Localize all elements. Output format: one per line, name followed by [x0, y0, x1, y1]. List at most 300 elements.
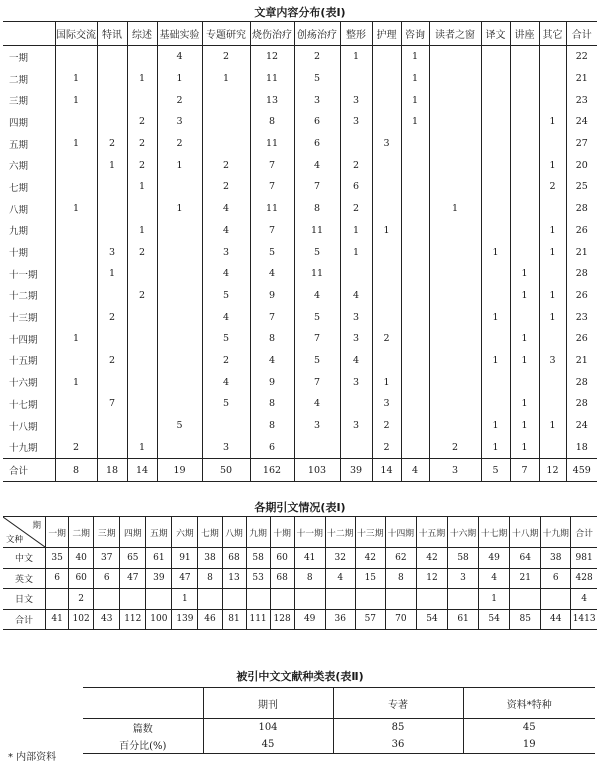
table-cell	[157, 371, 202, 393]
table2-header-cell: 九期	[246, 517, 270, 548]
table-cell: 26	[566, 328, 597, 350]
table-cell: 22	[566, 46, 597, 68]
table-cell: 1	[157, 154, 202, 176]
table-cell	[401, 154, 429, 176]
table-cell: 1	[481, 436, 510, 458]
table-cell	[401, 285, 429, 307]
table-cell: 2	[157, 89, 202, 111]
table-cell	[46, 589, 69, 610]
total-cell: 39	[340, 459, 372, 482]
table-cell	[127, 198, 157, 220]
table-cell	[55, 350, 97, 372]
table-cell: 1	[372, 220, 401, 242]
table-cell: 3	[340, 415, 372, 437]
table-cell: 21	[566, 350, 597, 372]
table-cell: 2	[340, 198, 372, 220]
table3-header-row	[83, 688, 595, 719]
table-cell: 2	[127, 285, 157, 307]
table-cell: 112	[120, 609, 146, 630]
table-cell	[539, 46, 566, 68]
total-cell: 18	[97, 459, 127, 482]
table-cell	[448, 589, 479, 610]
table-cell: 1	[539, 306, 566, 328]
table-cell	[372, 285, 401, 307]
table3-header-cell: 期刊	[203, 688, 333, 719]
table-cell: 4	[202, 371, 250, 393]
table-cell: 2	[55, 436, 97, 458]
table-cell: 1	[127, 220, 157, 242]
table1-header-cell: 译文	[481, 22, 510, 46]
table-cell: 21	[566, 68, 597, 90]
footnote: * 内部资料	[8, 752, 57, 763]
table-cell	[55, 415, 97, 437]
total-cell: 3	[429, 459, 481, 482]
table1-header-cell: 其它	[539, 22, 566, 46]
table-cell: 28	[566, 263, 597, 285]
table-cell: 3	[539, 350, 566, 372]
table-cell: 7	[294, 328, 340, 350]
table1-title: 文章内容分布(表Ⅰ)	[254, 6, 346, 19]
table-cell: 7	[294, 371, 340, 393]
table-cell: 2	[429, 436, 481, 458]
table1-header-row	[3, 22, 597, 46]
table-cell: 2	[97, 133, 127, 155]
table-cell: 1	[510, 285, 539, 307]
table-cell: 68	[222, 548, 246, 569]
table-cell: 1	[481, 241, 510, 263]
table2-header-cell: 十期	[270, 517, 294, 548]
table2-header-cell: 十六期	[448, 517, 479, 548]
table-cell	[294, 436, 340, 458]
table-cell	[127, 328, 157, 350]
table-cell: 1	[539, 111, 566, 133]
table2-header-cell: 八期	[222, 517, 246, 548]
table-cell: 4	[294, 393, 340, 415]
table1-header-cell: 专题研究	[202, 22, 250, 46]
table2-header-cell: 十五期	[416, 517, 447, 548]
table-cell: 1	[510, 415, 539, 437]
table-cell: 46	[198, 609, 222, 630]
total-cell: 14	[127, 459, 157, 482]
table-cell: 19	[463, 736, 595, 754]
row-label: 七期	[9, 182, 29, 194]
table-cell	[372, 154, 401, 176]
table-cell: 35	[46, 548, 69, 569]
table-cell: 47	[172, 568, 198, 589]
table1-header-cell	[3, 22, 55, 46]
table-cell	[127, 263, 157, 285]
table3-header-cell: 资料*特种	[463, 688, 595, 719]
table-cell	[481, 371, 510, 393]
table-cell: 11	[250, 198, 294, 220]
table-cell: 5	[250, 241, 294, 263]
table-cell: 1	[127, 176, 157, 198]
table-cell: 40	[69, 548, 94, 569]
table1-header-cell: 基础实验	[157, 22, 202, 46]
table-cell: 11	[294, 220, 340, 242]
table-cell: 60	[69, 568, 94, 589]
table-cell: 6	[541, 568, 571, 589]
table-cell	[401, 328, 429, 350]
table-row	[3, 285, 597, 307]
table-cell: 2	[97, 350, 127, 372]
table-row	[3, 111, 597, 133]
table-cell: 4	[202, 306, 250, 328]
table-cell	[372, 263, 401, 285]
table-cell	[539, 371, 566, 393]
table-cell	[429, 176, 481, 198]
table-cell	[127, 415, 157, 437]
table-cell: 8	[250, 328, 294, 350]
table-cell: 1	[539, 285, 566, 307]
table-cell: 49	[294, 609, 325, 630]
table-cell: 3	[340, 111, 372, 133]
table-cell: 7	[250, 306, 294, 328]
table-cell	[202, 89, 250, 111]
table-cell: 1	[55, 371, 97, 393]
table-cell	[157, 328, 202, 350]
table-cell: 32	[325, 548, 355, 569]
table-cell: 5	[294, 350, 340, 372]
table-row	[3, 548, 597, 569]
table-cell	[127, 393, 157, 415]
table-cell	[481, 68, 510, 90]
table-cell: 6	[340, 176, 372, 198]
table3-header-cell: 专著	[333, 688, 463, 719]
table-cell: 58	[448, 548, 479, 569]
table-cell: 4	[340, 285, 372, 307]
table-cell: 7	[250, 154, 294, 176]
table-cell	[127, 46, 157, 68]
table-cell	[401, 436, 429, 458]
table-cell	[539, 198, 566, 220]
table-row	[3, 328, 597, 350]
table2-header-cell: 十三期	[355, 517, 385, 548]
table-row	[3, 415, 597, 437]
table-cell	[340, 133, 372, 155]
table-cell	[539, 328, 566, 350]
table-row	[3, 154, 597, 176]
table-cell: 2	[372, 328, 401, 350]
table-cell: 28	[566, 393, 597, 415]
table-cell	[55, 306, 97, 328]
table-cell	[340, 436, 372, 458]
table-cell: 128	[270, 609, 294, 630]
table-cell: 3	[372, 393, 401, 415]
table-cell: 12	[250, 46, 294, 68]
table-cell: 102	[69, 609, 94, 630]
table-cell: 2	[372, 436, 401, 458]
table-cell: 1	[510, 263, 539, 285]
table-cell	[510, 89, 539, 111]
table-cell	[55, 220, 97, 242]
table-cell	[198, 589, 222, 610]
table-cell: 1	[401, 68, 429, 90]
table-row	[3, 133, 597, 155]
table-cell	[372, 176, 401, 198]
table-cell	[401, 198, 429, 220]
table-cell: 70	[385, 609, 416, 630]
table-cell	[429, 89, 481, 111]
corner-top-label: 期	[32, 521, 41, 531]
table-cell	[355, 589, 385, 610]
table-cell: 85	[333, 719, 463, 737]
row-label: 十一期	[9, 269, 38, 281]
table-cell: 1	[157, 68, 202, 90]
table-cell: 139	[172, 609, 198, 630]
table-cell	[97, 111, 127, 133]
corner-bottom-label: 文种	[6, 535, 24, 545]
table-cell	[55, 393, 97, 415]
table-cell	[372, 306, 401, 328]
table-cell	[510, 111, 539, 133]
row-label: 十六期	[9, 378, 38, 390]
row-label: 十期	[9, 248, 29, 260]
table-row	[3, 68, 597, 90]
table-cell: 2	[539, 176, 566, 198]
table-cell	[340, 263, 372, 285]
table-cell: 7	[294, 176, 340, 198]
table-cell	[146, 589, 172, 610]
table-cell	[510, 46, 539, 68]
table-cell: 9	[250, 371, 294, 393]
table-cell	[429, 328, 481, 350]
table-cell	[372, 111, 401, 133]
table-cell: 3	[448, 568, 479, 589]
table-cell	[157, 306, 202, 328]
table-cell	[510, 306, 539, 328]
table-cell: 23	[566, 306, 597, 328]
table-cell	[429, 393, 481, 415]
table-cell	[429, 133, 481, 155]
total-cell: 162	[250, 459, 294, 482]
table-row	[3, 241, 597, 263]
table-cell	[97, 415, 127, 437]
table-cell	[429, 415, 481, 437]
table-cell	[401, 133, 429, 155]
total-cell: 8	[55, 459, 97, 482]
table-cell: 104	[203, 719, 333, 737]
table-cell	[157, 241, 202, 263]
table-cell: 85	[510, 609, 541, 630]
table-cell: 4	[250, 350, 294, 372]
table-cell	[127, 350, 157, 372]
table-cell: 53	[246, 568, 270, 589]
table-row	[3, 568, 597, 589]
table-cell: 1	[539, 154, 566, 176]
row-label: 十八期	[9, 421, 38, 433]
table-cell: 81	[222, 609, 246, 630]
table-cell	[429, 154, 481, 176]
table-cell	[97, 436, 127, 458]
table-cell: 36	[333, 736, 463, 754]
table1-header-cell: 国际交流	[55, 22, 97, 46]
table-row	[83, 736, 595, 754]
table-cell: 28	[566, 198, 597, 220]
table-cell	[401, 371, 429, 393]
table-cell	[510, 220, 539, 242]
table-cell: 1	[340, 241, 372, 263]
table-cell	[246, 589, 270, 610]
table-cell: 2	[69, 589, 94, 610]
table-cell	[510, 371, 539, 393]
table2-header-row	[3, 517, 597, 548]
table-cell: 41	[294, 548, 325, 569]
table-cell	[55, 46, 97, 68]
table-cell	[340, 68, 372, 90]
table-cell: 13	[250, 89, 294, 111]
table2-header-cell: 四期	[120, 517, 146, 548]
table-cell	[481, 328, 510, 350]
table-cell: 54	[479, 609, 510, 630]
row-label: 十九期	[9, 443, 38, 455]
table-cell	[325, 589, 355, 610]
table-row	[3, 176, 597, 198]
table-cell: 2	[202, 46, 250, 68]
table-cell: 5	[202, 328, 250, 350]
table-row	[3, 89, 597, 111]
table-cell	[429, 220, 481, 242]
row-label: 合计	[3, 459, 55, 482]
table-cell	[401, 263, 429, 285]
row-label: 百分比(%)	[119, 741, 167, 752]
table-cell: 1	[55, 89, 97, 111]
row-label: 十四期	[9, 334, 38, 346]
citation-type-table	[83, 687, 595, 754]
table-cell: 4	[294, 154, 340, 176]
table-cell	[97, 220, 127, 242]
table-cell	[294, 589, 325, 610]
table-cell: 13	[222, 568, 246, 589]
table-cell: 61	[146, 548, 172, 569]
table-cell	[481, 154, 510, 176]
table-cell	[416, 589, 447, 610]
table-cell: 7	[97, 393, 127, 415]
row-label: 中文	[3, 548, 46, 569]
table-cell: 2	[202, 350, 250, 372]
table-cell	[97, 46, 127, 68]
table-cell	[510, 241, 539, 263]
row-label: 三期	[9, 96, 29, 108]
total-cell: 7	[510, 459, 539, 482]
table-cell: 4	[202, 198, 250, 220]
row-label: 合计	[3, 609, 46, 630]
table-cell: 3	[340, 328, 372, 350]
table-cell	[97, 89, 127, 111]
row-label: 十七期	[9, 399, 38, 411]
table-cell	[55, 285, 97, 307]
table-cell	[401, 220, 429, 242]
table-cell: 60	[270, 548, 294, 569]
row-label: 二期	[9, 74, 29, 86]
table-cell: 1	[55, 198, 97, 220]
table1-header-cell: 整形	[340, 22, 372, 46]
table-cell	[94, 589, 120, 610]
table-cell	[510, 176, 539, 198]
table-cell: 428	[571, 568, 597, 589]
table-cell: 1	[510, 350, 539, 372]
table2-header-cell: 十九期	[541, 517, 571, 548]
table-cell: 58	[246, 548, 270, 569]
table-cell	[481, 133, 510, 155]
table-row	[3, 220, 597, 242]
table-cell	[510, 68, 539, 90]
total-cell: 459	[566, 459, 597, 482]
table-cell	[222, 589, 246, 610]
table-cell: 5	[202, 393, 250, 415]
table-cell: 1	[401, 89, 429, 111]
table-cell	[97, 68, 127, 90]
table-cell: 1	[127, 68, 157, 90]
table-cell: 1	[510, 393, 539, 415]
row-label: 一期	[9, 52, 29, 64]
table-cell	[429, 68, 481, 90]
table-cell: 2	[127, 154, 157, 176]
citation-table	[3, 516, 597, 630]
table-cell	[127, 371, 157, 393]
table-cell: 11	[250, 133, 294, 155]
table-cell: 1	[372, 371, 401, 393]
row-label: 六期	[9, 161, 29, 173]
table-cell	[429, 263, 481, 285]
table-cell: 4	[157, 46, 202, 68]
table-cell: 44	[541, 609, 571, 630]
table-cell: 8	[385, 568, 416, 589]
table1-header-cell: 读者之窗	[429, 22, 481, 46]
table-cell: 5	[202, 285, 250, 307]
table-cell: 1	[97, 263, 127, 285]
table-cell	[539, 133, 566, 155]
table-cell: 1413	[571, 609, 597, 630]
table-cell: 5	[157, 415, 202, 437]
total-row	[3, 459, 597, 482]
table-cell: 57	[355, 609, 385, 630]
table-cell: 3	[202, 241, 250, 263]
table-cell: 8	[250, 393, 294, 415]
table-cell	[385, 589, 416, 610]
table-cell: 100	[146, 609, 172, 630]
table-cell: 26	[566, 285, 597, 307]
row-label: 日文	[3, 589, 46, 610]
table-cell	[157, 393, 202, 415]
table2-header-cell: 六期	[172, 517, 198, 548]
table2-title: 各期引文情况(表Ⅰ)	[254, 501, 346, 514]
table-cell	[481, 198, 510, 220]
table-cell: 4	[202, 220, 250, 242]
table-cell	[481, 285, 510, 307]
table-cell: 42	[416, 548, 447, 569]
table-cell: 4	[250, 263, 294, 285]
table2-header-cell: 十七期	[479, 517, 510, 548]
table-cell: 20	[566, 154, 597, 176]
table2-header-cell: 三期	[94, 517, 120, 548]
row-label: 四期	[9, 117, 29, 129]
table-cell	[157, 436, 202, 458]
table-cell: 39	[146, 568, 172, 589]
table-cell	[202, 133, 250, 155]
table-row	[3, 393, 597, 415]
table2-header-cell: 十二期	[325, 517, 355, 548]
total-cell: 12	[539, 459, 566, 482]
table-cell: 1	[340, 46, 372, 68]
table-cell: 1	[510, 328, 539, 350]
table-cell: 5	[294, 241, 340, 263]
table2-header-cell: 二期	[69, 517, 94, 548]
table-cell	[372, 241, 401, 263]
table-cell: 4	[571, 589, 597, 610]
table-cell	[127, 89, 157, 111]
table1-header-cell: 综述	[127, 22, 157, 46]
